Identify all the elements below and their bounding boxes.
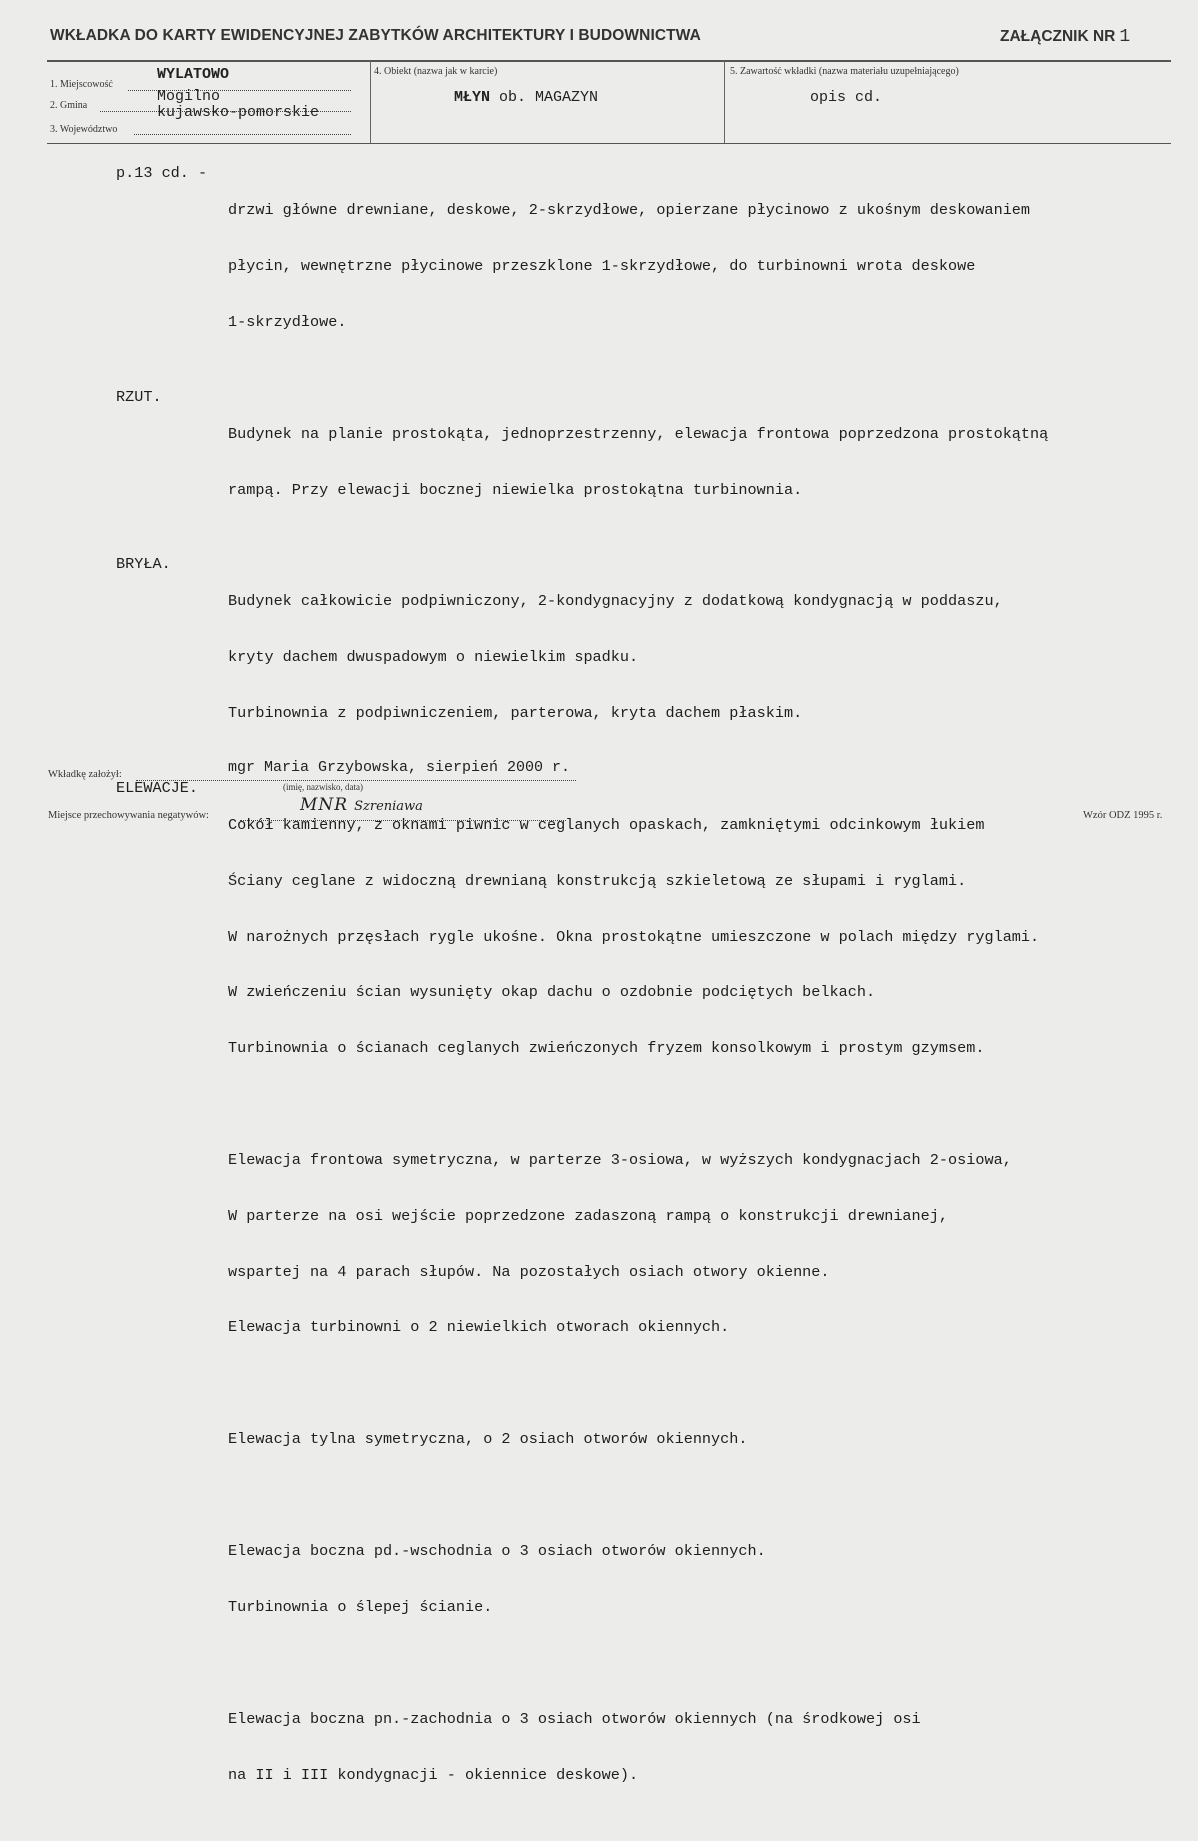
field2-value: Mogilno <box>157 88 221 105</box>
section-elewacje <box>116 779 1048 1095</box>
text-line: kryty dachem dwuspadowym o niewielkim spadku. <box>228 648 639 667</box>
text-line: Ściany ceglane z widoczną drewnianą konstrukcją szkieletową ze słupami i ryglami. <box>228 871 967 890</box>
annex-label <box>1000 27 1130 47</box>
text-line: Cokół kamienny, z oknami piwnic w ceglanych opaskach, zamkniętymi odcinkowym łukiem <box>228 816 985 834</box>
section-label: ELEWACJE. <box>116 778 199 797</box>
author-hint: (imię, nazwisko, data) <box>283 782 363 792</box>
field3-dots <box>134 134 351 135</box>
text-line: Budynek na planie prostokąta, jednoprzestrzenny, elewacja frontowa poprzedzona prostokątną <box>228 424 1049 443</box>
text-line: Elewacja boczna pd.-wschodnia o 3 osiach otworów okiennych. <box>228 1542 766 1561</box>
text-line: Turbinownia o ślepej ścianie. <box>228 1598 493 1617</box>
text-line: Elewacja frontowa symetryczna, w parterze 3-osiowa, w wyższych kondygnacjach 2-osiowa, <box>228 1151 1012 1170</box>
section-label: BRYŁA. <box>116 555 171 574</box>
section-elewacja-pd-wschodnia <box>116 1505 1048 1654</box>
text-line: Elewacja boczna pn.-zachodnia o 3 osiach otworów okiennych (na środkowej osi <box>228 1710 921 1729</box>
author-label: Wkładkę założył: <box>48 769 122 780</box>
field5-value: opis cd. <box>810 89 883 106</box>
field1-label: 1. Miejscowość <box>50 79 113 90</box>
negatives-dots <box>240 820 566 821</box>
form-bottom-border <box>47 143 1171 144</box>
object-name: MŁYN <box>454 89 491 106</box>
negatives-label: Miejsce przechowywania negatywów: <box>48 810 209 821</box>
text-line: Elewacja turbinowni o 2 niewielkich otworach okiennych. <box>228 1318 730 1337</box>
text-line: Elewacja tylna symetryczna, o 2 osiach otworów okiennych. <box>228 1430 748 1449</box>
field4-label: 4. Obiekt (nazwa jak w karcie) <box>374 66 498 77</box>
field4-value <box>454 89 598 106</box>
text-line: wspartej na 4 parach słupów. Na pozostałych osiach otwory okienne. <box>228 1262 830 1281</box>
section-rzut <box>116 388 1048 537</box>
field3-label: 3. Województwo <box>50 124 118 135</box>
author-dots <box>136 780 576 781</box>
form-divider-2 <box>724 61 725 143</box>
text-line: drzwi główne drewniane, deskowe, 2-skrzydłowe, opierzane płycinowo z ukośnym deskowaniem <box>228 201 1031 220</box>
text-line: W narożnych przęsłach rygle ukośne. Okna prostokątne umieszczone w polach między ryglami. <box>228 927 1040 946</box>
text-line: płycin, wewnętrzne płycinowe przeszklone 1-skrzydłowe, do turbinowni wrota deskowe <box>228 256 976 275</box>
section-elewacja-frontowa <box>116 1114 1048 1374</box>
section-p13 <box>116 164 1048 369</box>
author-value: mgr Maria Grzybowska, sierpień 2000 r. <box>228 759 571 776</box>
text-line: W zwieńczeniu ścian wysunięty okap dachu o ozdobnie podciętych belkach. <box>228 983 876 1002</box>
form-top-border <box>47 60 1171 62</box>
section-elewacja-pn-zachodnia <box>116 1673 1048 1822</box>
text-line: Budynek całkowicie podpiwniczony, 2-kondygnacyjny z dodatkową kondygnacją w poddaszu, <box>228 592 1003 611</box>
section-label: RZUT. <box>116 387 162 406</box>
annex-number: 1 <box>1119 27 1131 47</box>
text-line: Turbinownia z podpiwniczeniem, parterowa, kryta dachem płaskim. <box>228 704 803 723</box>
description-body <box>116 164 1048 1841</box>
form-divider-1 <box>370 61 371 143</box>
annex-label-text: ZAŁĄCZNIK NR <box>1000 28 1116 45</box>
section-elewacja-tylna <box>116 1393 1048 1486</box>
field1-value: WYLATOWO <box>157 66 230 83</box>
text-line: na II i III kondygnacji - okiennice deskowe). <box>228 1765 639 1784</box>
object-type: ob. MAGAZYN <box>499 89 599 106</box>
text-line: 1-skrzydłowe. <box>228 312 347 331</box>
form-version: Wzór ODZ 1995 r. <box>1083 810 1163 821</box>
text-line: rampą. Przy elewacji bocznej niewielka prostokątna turbinownia. <box>228 480 803 499</box>
field2-label: 2. Gmina <box>50 100 88 111</box>
field3-value: kujawsko-pomorskie <box>157 104 320 121</box>
document-title: WKŁADKA DO KARTY EWIDENCYJNEJ ZABYTKÓW ARCHITEKTURY I BUDOWNICTWA <box>50 27 701 44</box>
section-label: p.13 cd. - <box>116 164 208 182</box>
negatives-value: MNR <box>300 795 349 815</box>
field5-label: 5. Zawartość wkładki (nazwa materiału uzupełniającego) <box>730 66 959 77</box>
text-line: W parterze na osi wejście poprzedzone zadaszoną rampą o konstrukcji drewnianej, <box>228 1206 949 1225</box>
negatives-location <box>300 795 423 815</box>
section-bryla <box>116 555 1048 760</box>
negatives-handwritten: Szreniawa <box>354 799 423 814</box>
text-line: Turbinownia o ścianach ceglanych zwieńczonych fryzem konsolkowym i prostym gzymsem. <box>228 1039 985 1058</box>
